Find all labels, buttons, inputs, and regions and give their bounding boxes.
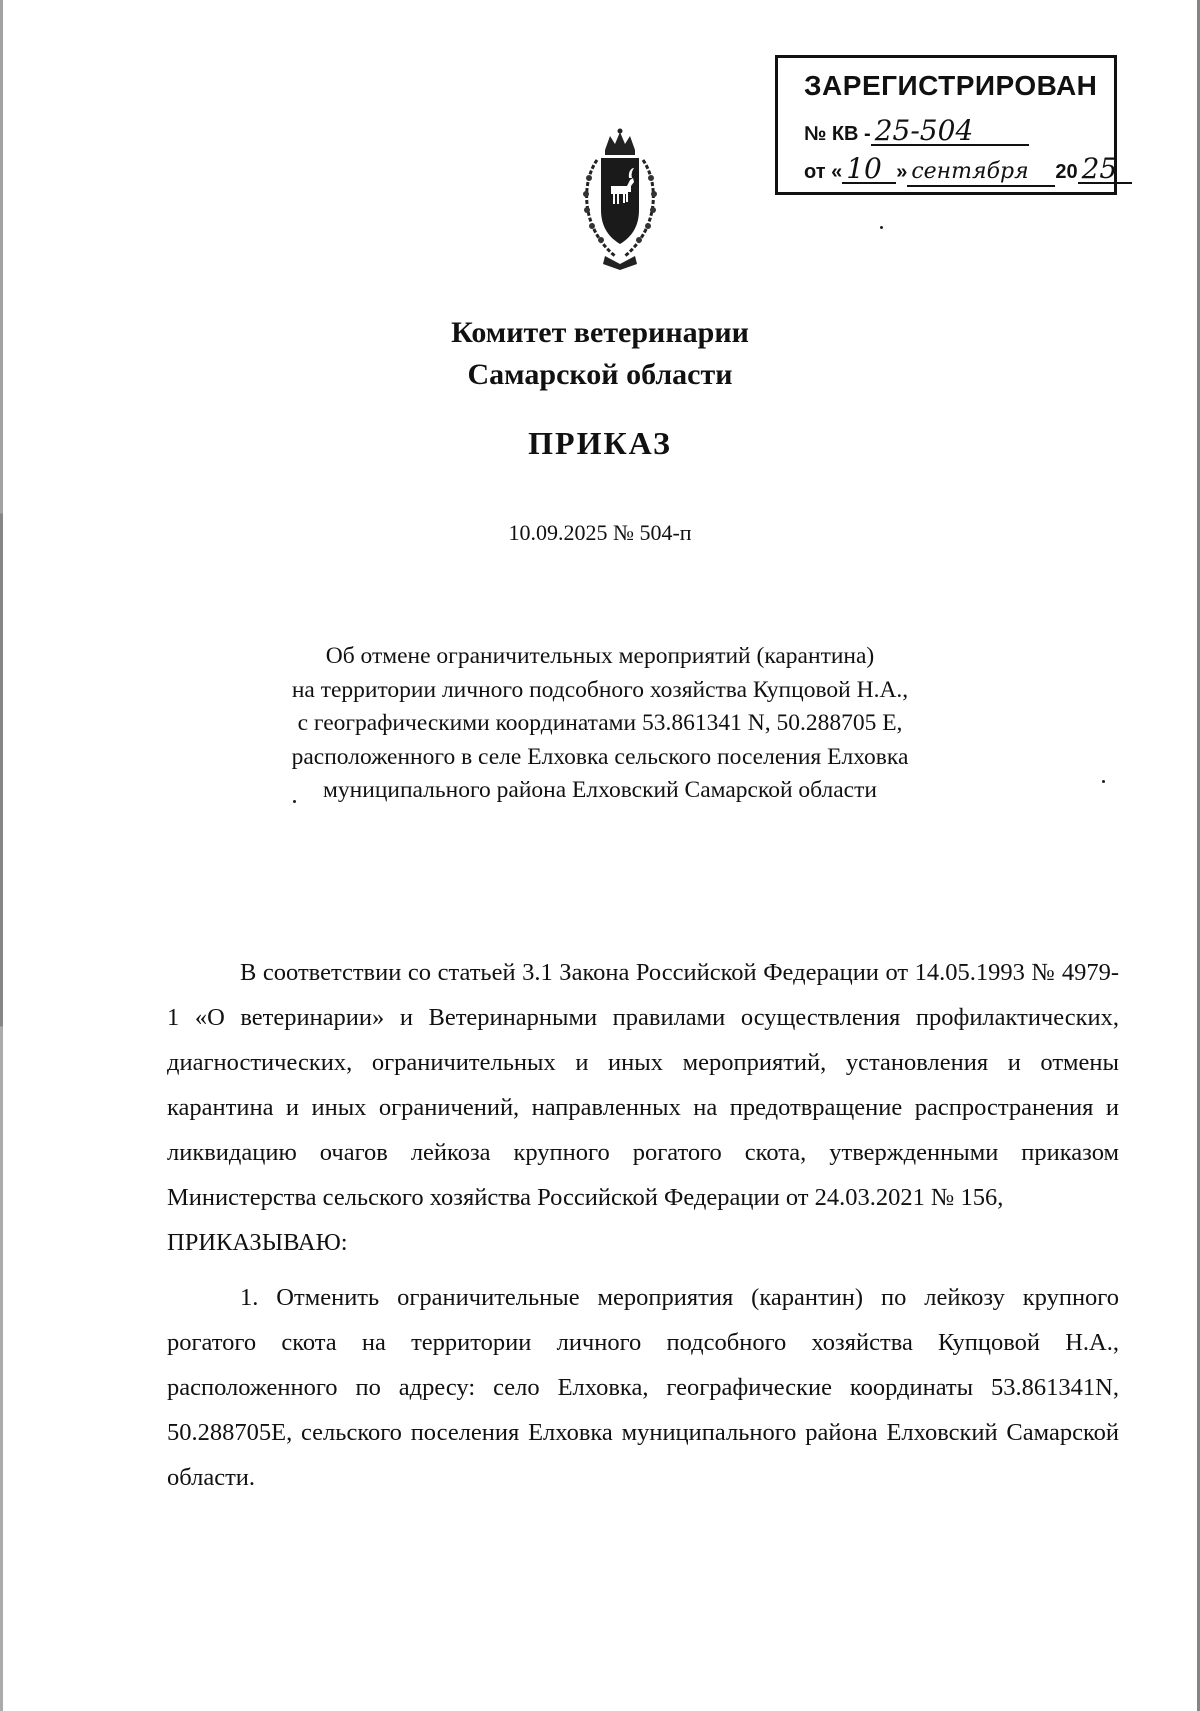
document-date-number: 10.09.2025 № 504-п	[508, 520, 692, 545]
scan-speck	[1102, 780, 1105, 783]
samara-coat-of-arms-icon	[575, 128, 665, 273]
stamp-day-close: »	[896, 161, 908, 183]
stamp-number-prefix: № КВ -	[804, 123, 871, 145]
organization-name-line1: Комитет ветеринарии	[451, 316, 749, 349]
organization-name-line2: Самарской области	[467, 358, 733, 391]
scan-speck	[880, 226, 883, 229]
stamp-number-handwritten: 25-504	[871, 118, 1029, 146]
stamp-year-prefix: 20	[1055, 161, 1078, 183]
registration-stamp	[775, 55, 1117, 195]
organization-name	[0, 312, 1200, 396]
scan-edge-left	[0, 0, 3, 1711]
stamp-year-handwritten: 25	[1078, 156, 1132, 184]
subject-line: на территории личного подсобного хозяйства Купцовой Н.А.,	[291, 676, 909, 703]
document-subject	[0, 640, 1200, 808]
stamp-number-line	[804, 114, 1029, 147]
scan-speck	[293, 800, 296, 803]
document-type: ПРИКАЗ	[528, 425, 672, 461]
stamp-date-prefix: от «	[804, 161, 843, 183]
subject-line: с географическими координатами 53.861341 N, 50.288705 E,	[297, 710, 903, 736]
subject-line: расположенного в селе Елховка сельского поселения Елховка	[291, 743, 909, 770]
stamp-month-handwritten: сентября	[907, 159, 1055, 187]
document-body	[167, 950, 1119, 1500]
subject-line: Об отмене ограничительных мероприятий (карантина)	[325, 643, 875, 669]
stamp-day-handwritten: 10	[842, 156, 896, 184]
subject-line: муниципального района Елховский Самарской области	[323, 777, 877, 803]
preamble-paragraph: В соответствии со статьей 3.1 Закона Российской Федерации от 14.05.1993 № 4979-1 «О ветеринарии» и Ветеринарными правилами осуществления профилактических, диагностических, ограничительных и иных мероприятий, установления и отмены карантина и иных ограничений, направленных на предотвращение распространения и ликвидацию очагов лейкоза крупного рогатого скота, утвержденными приказом Министерства сельского хозяйства Российской Федерации от 24.03.2021 № 156,	[167, 959, 1119, 1211]
order-item-1: 1. Отменить ограничительные мероприятия (карантин) по лейкозу крупного рогатого скота на территории личного подсобного хозяйства Купцовой Н.А., расположенного по адресу: село Елховка, географические координаты 53.861341N, 50.288705E, сельского поселения Елховка муниципального района Елховский Самарской области.	[167, 1284, 1119, 1491]
order-word: ПРИКАЗЫВАЮ:	[167, 1229, 348, 1256]
stamp-title: ЗАРЕГИСТРИРОВАН	[804, 70, 1098, 101]
stamp-date-line	[804, 152, 1132, 187]
